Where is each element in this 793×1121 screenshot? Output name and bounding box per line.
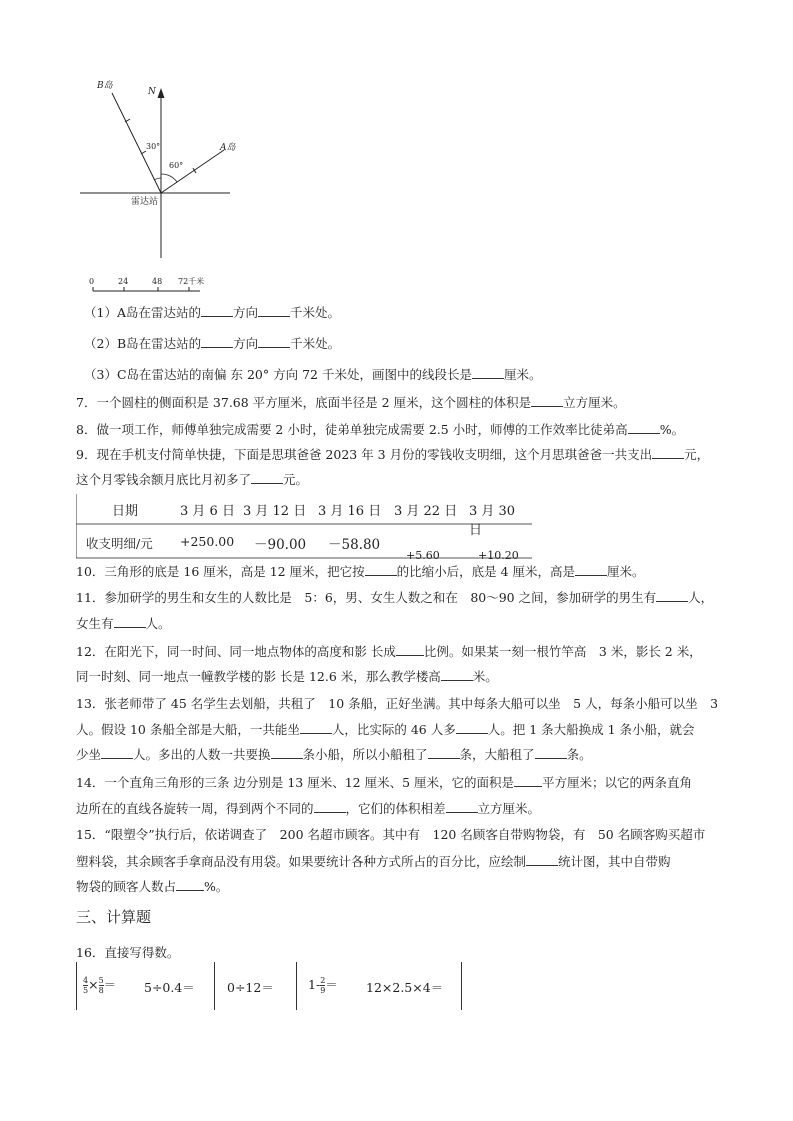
- q14-line1-prefix: 14．一个直角三角形的三条 边分别是 13 厘米、12 厘米、5 厘米，它的面积是: [76, 775, 515, 790]
- q9-line2: [76, 470, 308, 489]
- q9-line2-prefix: 这个月零钱余额月底比月初多了: [76, 472, 252, 487]
- answer-blank[interactable]: [514, 773, 542, 787]
- q6-part3-suffix: 厘米。: [503, 367, 542, 382]
- calc-item-2: 5÷0.4＝: [144, 980, 195, 995]
- q7: [76, 393, 626, 412]
- q15-line2-suffix: 统计图，其中自带购: [558, 854, 671, 869]
- q6-part3-prefix: （3）C岛在雷达站的南偏 东 20° 方向 72 千米处，画图中的线段长是: [84, 367, 472, 382]
- q6-part1: [84, 303, 340, 322]
- q7-prefix: 7．一个圆柱的侧面积是 37.68 平方厘米，底面半径是 2 厘米，这个圆柱的体积是: [76, 395, 532, 410]
- fraction-5-8: $\frac{5}{8}$: [98, 976, 104, 995]
- calc-item-1-tail: ＝: [103, 977, 117, 992]
- answer-blank[interactable]: [258, 334, 290, 348]
- answer-blank[interactable]: [456, 720, 488, 734]
- q6-part2-prefix: （2）B岛在雷达站的: [84, 336, 202, 351]
- calc-item-1: [83, 975, 116, 995]
- q6-part2: [84, 334, 340, 353]
- table-value-1: +250.00: [180, 534, 235, 549]
- north-arrow-head: [158, 88, 165, 98]
- q6-part1-mid: 方向: [232, 305, 258, 320]
- q11-line2: [76, 614, 171, 633]
- angle-arc-30: [154, 178, 161, 180]
- q16-title-text: 16．直接写得数。: [76, 945, 180, 960]
- q9-line1-suffix: 元，: [684, 447, 710, 462]
- q15-line1-text: 15．“限塑令”执行后，依诺调查了 200 名超市顾客。其中有 120 名顾客自带购物袋，有 50 名顾客购买超市: [76, 827, 706, 842]
- q14-line2-mid: ，它们的体积相差: [345, 801, 446, 816]
- q8-suffix: %。: [659, 422, 685, 437]
- q15-line3-suffix: %。: [204, 879, 229, 894]
- answer-blank[interactable]: [441, 667, 473, 681]
- q14-line1-suffix: 平方厘米；以它的两条直角: [542, 775, 693, 790]
- north-label: N: [148, 87, 156, 97]
- q10: [76, 562, 645, 581]
- q13-line3: [76, 745, 592, 764]
- q12-line2: [76, 667, 498, 686]
- answer-blank[interactable]: [271, 745, 303, 759]
- q12-line1: [76, 642, 702, 661]
- q6-part1-prefix: （1）A岛在雷达站的: [84, 305, 201, 320]
- answer-blank[interactable]: [176, 877, 204, 891]
- transaction-table: [76, 494, 532, 560]
- answer-blank[interactable]: [101, 745, 133, 759]
- a-island-ray: [161, 150, 224, 193]
- answer-blank[interactable]: [396, 642, 424, 656]
- q13-line3-e: 条。: [566, 747, 592, 762]
- table-value-4: +5.60: [406, 549, 440, 562]
- answer-blank[interactable]: [201, 334, 233, 348]
- q13-line2-c: 人。把 1 条大船换成 1 条小船，就会: [487, 722, 695, 737]
- answer-blank[interactable]: [652, 445, 684, 459]
- calc-divider-1: [76, 962, 77, 1010]
- q11-line1-suffix: 人，: [688, 590, 714, 605]
- calc-item-4: [308, 975, 338, 995]
- q15-line3-prefix: 物袋的顾客人数占: [76, 879, 177, 894]
- angle-60-label: 60°: [169, 161, 184, 170]
- scale-label-24: 24: [118, 277, 129, 286]
- table-date-2: 3 月 12 日: [243, 504, 307, 519]
- answer-blank[interactable]: [446, 799, 478, 813]
- answer-blank[interactable]: [251, 470, 283, 484]
- table-date-4: 3 月 22 日: [394, 504, 458, 519]
- table-value-2: －90.00: [254, 537, 307, 553]
- q6-part2-mid: 方向: [233, 336, 259, 351]
- table-date-3: 3 月 16 日: [318, 504, 382, 519]
- q7-suffix: 立方厘米。: [563, 395, 626, 410]
- answer-blank[interactable]: [428, 745, 460, 759]
- answer-blank[interactable]: [201, 303, 233, 317]
- scale-label-72: 72千米: [178, 277, 205, 286]
- answer-blank[interactable]: [575, 562, 607, 576]
- calc-item-3: 0÷12＝: [227, 980, 274, 995]
- b-tick-2: [141, 151, 146, 154]
- answer-blank[interactable]: [314, 799, 346, 813]
- table-date-5: 3 月 30 日: [469, 504, 516, 538]
- fraction-4-5: $\frac{4}{5}$: [83, 976, 89, 995]
- q6-part2-suffix: 千米处。: [290, 336, 341, 351]
- q12-line2-prefix: 同一时刻、同一地点一幢教学楼的影 长是 12.6 米，那么教学楼高: [76, 669, 441, 684]
- q12-line1-suffix: 比例。如果某一刻一根竹竿高 3 米，影长 2 米，: [423, 644, 702, 659]
- q13-line3-d: 条，大船租了: [459, 747, 535, 762]
- q9-line2-suffix: 元。: [283, 472, 309, 487]
- q10-suffix: 厘米。: [607, 564, 645, 579]
- scale-label-0: 0: [89, 277, 95, 286]
- calc-item-4-tail: ＝: [325, 977, 338, 992]
- answer-blank[interactable]: [656, 588, 688, 602]
- table-value-5: +10.20: [478, 549, 519, 562]
- q15-line2-prefix: 塑料袋，其余顾客手拿商品没有用袋。如果要统计各种方式所占的百分比，应绘制: [76, 854, 527, 869]
- q11-line1: [76, 588, 713, 607]
- angle-30-label: 30°: [146, 142, 161, 151]
- q11-line2-suffix: 人。: [145, 616, 171, 631]
- b-island-label: B岛: [97, 81, 113, 91]
- q16-title: [76, 944, 179, 962]
- station-label: 雷达站: [131, 197, 159, 207]
- table-date-1: 3 月 6 日: [180, 504, 235, 519]
- q13-line2-a: 人。假设 10 条船全部是大船，一共能坐: [76, 722, 300, 737]
- table-row-label: 收支明细/元: [86, 536, 153, 551]
- q14-line1: [76, 773, 692, 792]
- direction-diagram: [70, 70, 330, 370]
- q13-line2: [76, 720, 695, 739]
- times-sign: ×: [88, 977, 99, 992]
- q6-part3: [84, 365, 541, 384]
- q15-line3: [76, 877, 228, 896]
- q13-line3-a: 少坐: [76, 747, 102, 762]
- a-island-label: A岛: [220, 143, 236, 153]
- calc-divider-3: [296, 962, 297, 1010]
- q10-mid: 的比缩小后，底是 4 厘米，高是: [396, 564, 576, 579]
- answer-blank[interactable]: [258, 303, 290, 317]
- calc-divider-4: [461, 962, 462, 1010]
- answer-blank[interactable]: [472, 365, 504, 379]
- q15-line2: [76, 852, 671, 871]
- answer-blank[interactable]: [628, 420, 660, 434]
- answer-blank[interactable]: [300, 720, 332, 734]
- q12-line1-prefix: 12．在阳光下，同一时间、同一地点物体的高度和影 长成: [76, 644, 396, 659]
- q13-line3-c: 条小船，所以小船租了: [302, 747, 428, 762]
- section-heading: 三、计算题: [76, 908, 152, 926]
- q12-line2-suffix: 米。: [472, 669, 498, 684]
- angle-arc-60: [161, 174, 177, 182]
- q14-line2-prefix: 边所在的直线各旋转一周，得到两个不同的: [76, 801, 314, 816]
- answer-blank[interactable]: [526, 852, 558, 866]
- answer-blank[interactable]: [535, 745, 567, 759]
- calc-item-4-head: 1-: [308, 977, 321, 992]
- q8-prefix: 8．做一项工作，师傅单独完成需要 2 小时，徒弟单独完成需要 2.5 小时，师傅的工作效率比徒弟高: [76, 422, 628, 437]
- q8: [76, 420, 684, 439]
- q13-line2-b: 人，比实际的 46 人多: [331, 722, 456, 737]
- q11-line2-prefix: 女生有: [76, 616, 114, 631]
- table-value-3: －58.80: [328, 537, 381, 553]
- q14-line2: [76, 799, 540, 818]
- q9-line1: [76, 445, 709, 464]
- q11-line1-prefix: 11．参加研学的男生和女生的人数比是 5：6，男、女生人数之和在 80～90 之间，参加研学的男生有: [76, 590, 657, 605]
- q13-line1-text: 13．张老师带了 45 名学生去划船，共租了 10 条船，正好坐满。其中每条大船可以坐 5 人，每条小船可以坐 3: [76, 696, 719, 711]
- answer-blank[interactable]: [365, 562, 397, 576]
- q13-line3-b: 人。多出的人数一共要换: [133, 747, 271, 762]
- q15-line1: [76, 826, 705, 844]
- calc-divider-2: [214, 962, 215, 1010]
- q6-part1-suffix: 千米处。: [290, 305, 341, 320]
- answer-blank[interactable]: [531, 393, 563, 407]
- answer-blank[interactable]: [114, 614, 146, 628]
- table-header-label: 日期: [112, 504, 139, 519]
- fraction-2-9: $\frac{2}{9}$: [320, 976, 326, 995]
- q14-line2-suffix: 立方厘米。: [477, 801, 541, 816]
- scale-label-48: 48: [152, 277, 163, 286]
- q10-prefix: 10．三角形的底是 16 厘米，高是 12 厘米，把它按: [76, 564, 365, 579]
- calc-item-5: 12×2.5×4＝: [366, 980, 444, 995]
- q13-line1: [76, 695, 718, 713]
- q9-line1-prefix: 9．现在手机支付简单快捷，下面是思琪爸爸 2023 年 3 月份的零钱收支明细，这个月思琪爸爸一共支出: [76, 447, 653, 462]
